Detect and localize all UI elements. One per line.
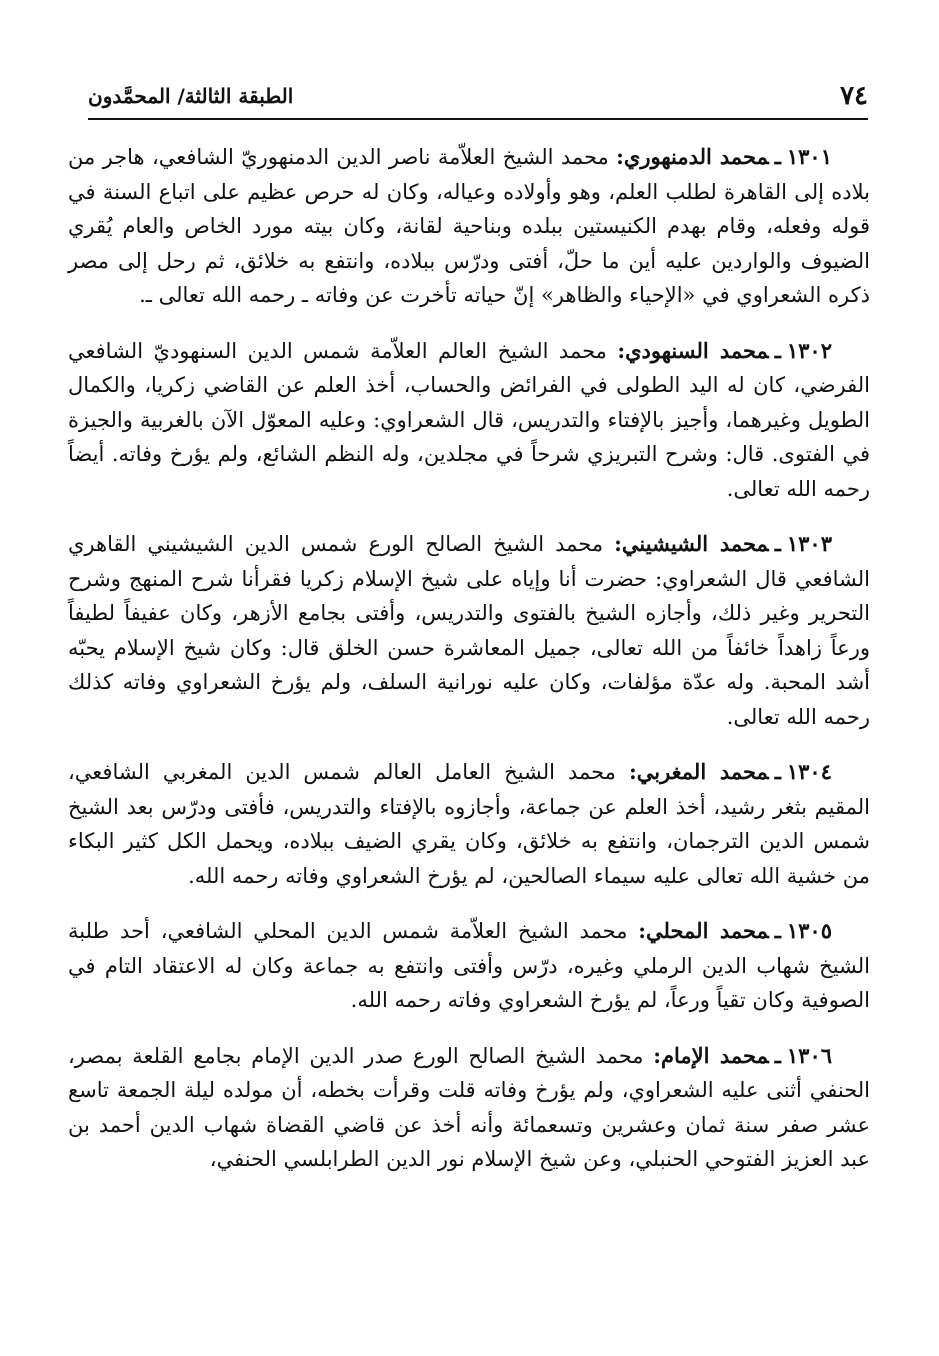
entry-number: ١٣٠١: [786, 144, 832, 169]
entry-1301: ١٣٠١ـمحمد الدمنهوري: محمد الشيخ العلاّمة ناصر الدين الدمنهوريّ الشافعي، هاجر من بلاده إلى القاهرة لطلب العلم، وهو وأولاده وعياله، وكان له حرص عظيم على اتباع السنة في قوله وفعله، وقام بهدم الكنيستين ببلده وبناحية لقانة، وكان بيته مورد الخاص والعام يُقري الضيوف والواردين عليه أين ما حلّ، أفتى ودرّس ببلاده، وانتفع به خلائق، ثم رحل إلى مصر ذكره الشعراوي في «الإحياء والظاهر» إنّ حياته تأخرت عن وفاته ـ رحمه الله تعالى ـ.: [68, 144, 870, 307]
entry-name: محمد السنهودي:: [617, 337, 769, 363]
page-number: ٧٤: [840, 81, 868, 111]
entry-name: محمد الإمام:: [653, 1042, 769, 1068]
entry-1305: ١٣٠٥ـمحمد المحلي: محمد الشيخ العلاّمة شمس الدين المحلي الشافعي، أحد طلبة الشيخ شهاب الدين الرملي وغيره، درّس وأفتى وانتفع به جماعة وكان له الاعتقاد التام في الصوفية وكان تقياً ورعاً، لم يؤرخ الشعراوي وفاته رحمه الله.: [68, 918, 870, 1012]
entry-1302: ١٣٠٢ـمحمد السنهودي: محمد الشيخ العالم العلاّمة شمس الدين السنهوديّ الشافعي الفرضي، كان له اليد الطولى في الفرائض والحساب، أخذ العلم عن القاضي زكريا، والكمال الطويل وغيرهما، وأجيز بالإفتاء والتدريس، قال الشعراوي: وعليه المعوّل الآن بالغربية والجيزة في الفتوى. قال: وشرح التبريزي شرحاً في مجلدين، وله النظم الشائع، ولم يؤرخ وفاته. أيضاً رحمه الله تعالى.: [68, 337, 870, 501]
entry-number: ١٣٠٦: [786, 1042, 833, 1068]
entry-name: محمد المحلي:: [638, 918, 769, 943]
entry-number: ١٣٠٤: [786, 759, 832, 784]
entry-name: محمد المغربي:: [628, 759, 769, 784]
entry-1304: ١٣٠٤ـمحمد المغربي: محمد الشيخ العامل العالم شمس الدين المغربي الشافعي، المقيم بثغر رشيد، أخذ العلم عن جماعة، وأجازوه بالإفتاء والتدريس، فأفتى ودرّس بعد الشيخ شمس الدين الترجمان، وانتفع به خلائق، وكان يقري الضيف ببلاده، ويحمل الكل كثير البكاء من خشية الله تعالى عليه سيماء الصالحين، لم يؤرخ الشعراوي وفاته رحمه الله.: [68, 759, 870, 888]
entry-text: محمد الشيخ الصالح الورع شمس الدين الشيشيني القاهري الشافعي قال الشعراوي: حضرت أنا وإياه على شيخ الإسلام زكريا فقرأنا شرح المنهج وشرح التحرير وغير ذلك، وأجازه الشيخ بالفتوى والتدريس، وأفتى بجامع الأزهر، وكان عفيفاً لطيفاً ورعاً زاهداً خائفاً من الله تعالى، جميل المعاشرة حسن الخلق قال: وكان شيخ الإسلام يحبّه أشد المحبة. وله عدّة مؤلفات، وكان عليه نورانية السلف، ولم يؤرخ الشعراوي وفاته كذلك رحمه الله تعالى.: [68, 532, 870, 729]
running-title: الطبقة الثالثة/ المحمَّدون: [88, 84, 294, 108]
header-divider: [88, 118, 868, 120]
entry-number: ١٣٠٢: [786, 337, 832, 363]
page-body: [68, 140, 870, 1198]
page-header: [88, 76, 868, 116]
entry-name: محمد الدمنهوري:: [616, 144, 769, 169]
entry-number: ١٣٠٣: [786, 531, 832, 556]
entry-text: محمد الشيخ الصالح الورع صدر الدين الإمام بجامع القلعة بمصر، الحنفي أثنى عليه الشعراوي، ولم يؤرخ وفاته قلت وقرأت بخطه، أن مولده ليلة الجمعة تاسع عشر صفر سنة ثمان وعشرين وتسعمائة وأنه أخذ عن قاضي القضاة شهاب الدين أحمد بن عبد العزيز الفتوحي الحنبلي، وعن شيخ الإسلام نور الدين الطرابلسي الحنفي،: [68, 1043, 870, 1171]
entry-1303: ١٣٠٣ـمحمد الشيشيني: محمد الشيخ الصالح الورع شمس الدين الشيشيني القاهري الشافعي قال الشعراوي: حضرت أنا وإياه على شيخ الإسلام زكريا فقرأنا شرح المنهج وشرح التحرير وغير ذلك، وأجازه الشيخ بالفتوى والتدريس، وأفتى بجامع الأزهر، وكان عفيفاً لطيفاً ورعاً زاهداً خائفاً من الله تعالى، جميل المعاشرة حسن الخلق قال: وكان شيخ الإسلام يحبّه أشد المحبة. وله عدّة مؤلفات، وكان عليه نورانية السلف، ولم يؤرخ الشعراوي وفاته كذلك رحمه الله تعالى.: [68, 531, 870, 729]
entry-text: محمد الشيخ العالم العلاّمة شمس الدين السنهوديّ الشافعي الفرضي، كان له اليد الطولى في الفرائض والحساب، أخذ العلم عن القاضي زكريا، والكمال الطويل وغيرهما، وأجيز بالإفتاء والتدريس، قال الشعراوي: وعليه المعوّل الآن بالغربية والجيزة في الفتوى. قال: وشرح التبريزي شرحاً في مجلدين، وله النظم الشائع، ولم يؤرخ وفاته. أيضاً رحمه الله تعالى.: [68, 338, 870, 501]
entry-text: محمد الشيخ العلاّمة شمس الدين المحلي الشافعي، أحد طلبة الشيخ شهاب الدين الرملي وغيره، درّس وأفتى وانتفع به جماعة وكان له الاعتقاد التام في الصوفية وكان تقياً ورعاً، لم يؤرخ الشعراوي وفاته رحمه الله.: [68, 919, 870, 1012]
entry-name: محمد الشيشيني:: [614, 531, 769, 556]
entry-1306: ١٣٠٦ـمحمد الإمام: محمد الشيخ الصالح الورع صدر الدين الإمام بجامع القلعة بمصر، الحنفي أثنى عليه الشعراوي، ولم يؤرخ وفاته قلت وقرأت بخطه، أن مولده ليلة الجمعة تاسع عشر صفر سنة ثمان وعشرين وتسعمائة وأنه أخذ عن قاضي القضاة شهاب الدين أحمد بن عبد العزيز الفتوحي الحنبلي، وعن شيخ الإسلام نور الدين الطرابلسي الحنفي،: [68, 1042, 870, 1171]
entry-number: ١٣٠٥: [786, 918, 832, 943]
entry-text: محمد الشيخ العلاّمة ناصر الدين الدمنهوريّ الشافعي، هاجر من بلاده إلى القاهرة لطلب العلم، وهو وأولاده وعياله، وكان له حرص عظيم على اتباع السنة في قوله وفعله، وقام بهدم الكنيستين ببلده وبناحية لقانة، وكان بيته مورد الخاص والعام يُقري الضيوف والواردين عليه أين ما حلّ، أفتى ودرّس ببلاده، وانتفع به خلائق، ثم رحل إلى مصر ذكره الشعراوي في «الإحياء والظاهر» إنّ حياته تأخرت عن وفاته ـ رحمه الله تعالى ـ.: [68, 145, 870, 307]
entry-text: محمد الشيخ العامل العالم شمس الدين المغربي الشافعي، المقيم بثغر رشيد، أخذ العلم عن جماعة، وأجازوه بالإفتاء والتدريس، فأفتى ودرّس بعد الشيخ شمس الدين الترجمان، وانتفع به خلائق، وكان يقري الضيف ببلاده، ويحمل الكل كثير البكاء من خشية الله تعالى عليه سيماء الصالحين، لم يؤرخ الشعراوي وفاته رحمه الله.: [68, 760, 870, 888]
